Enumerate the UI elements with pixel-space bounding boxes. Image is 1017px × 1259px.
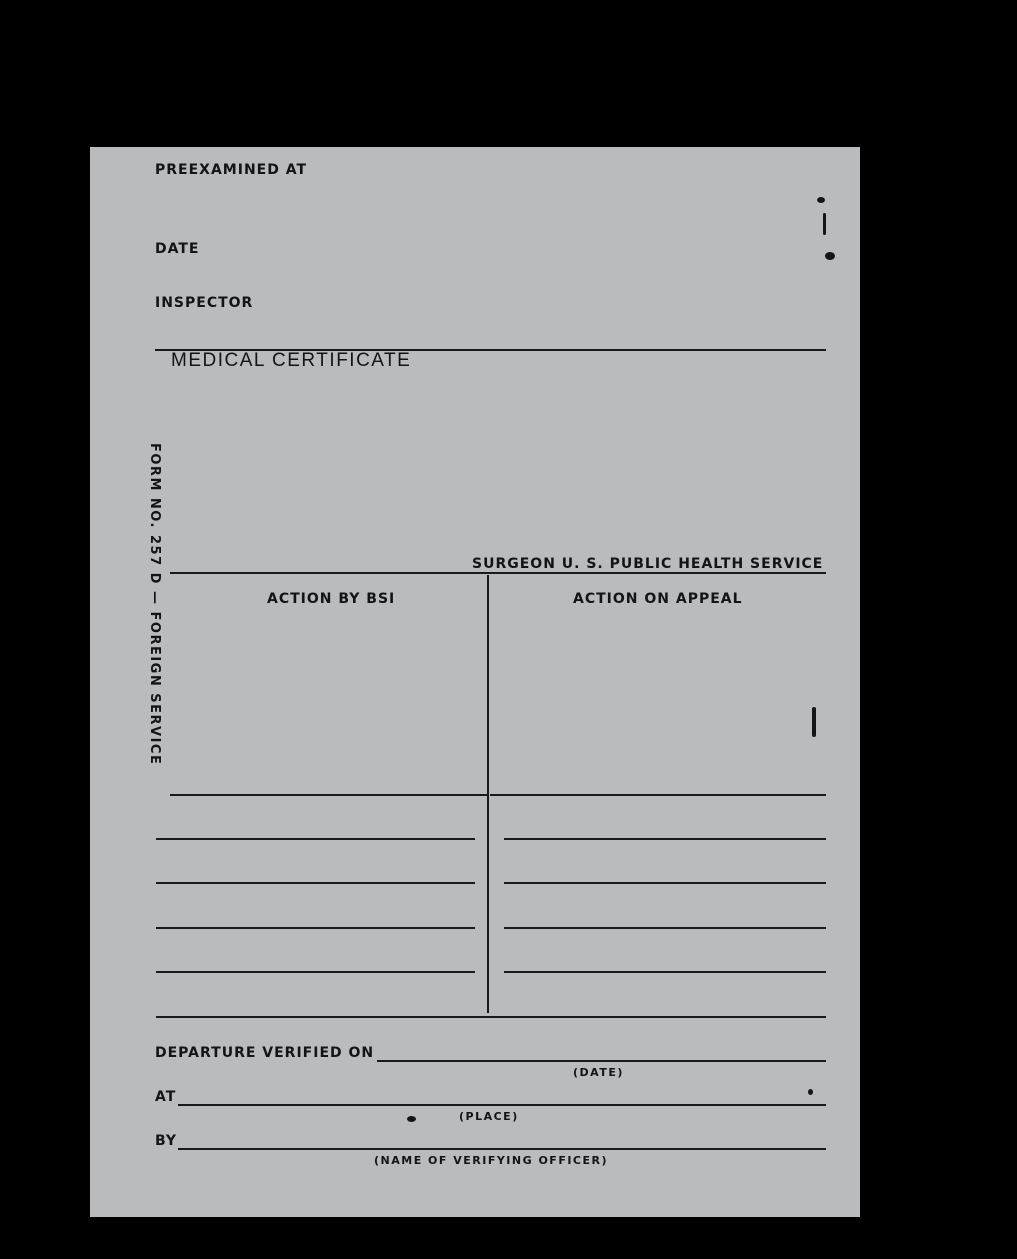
appeal-line bbox=[490, 794, 826, 796]
ink-speck bbox=[823, 213, 826, 235]
inspector-label: INSPECTOR bbox=[155, 295, 254, 311]
officer-caption: (NAME OF VERIFYING OFFICER) bbox=[374, 1154, 609, 1167]
form-number-label: FORM NO. 257 D — FOREIGN SERVICE bbox=[147, 443, 162, 766]
bsi-line bbox=[156, 838, 475, 840]
at-label: AT bbox=[155, 1089, 177, 1105]
ink-speck bbox=[812, 707, 816, 737]
place-line bbox=[178, 1104, 826, 1106]
bsi-line bbox=[156, 927, 475, 929]
ink-speck bbox=[407, 1116, 416, 1122]
departure-verified-label: DEPARTURE VERIFIED ON bbox=[155, 1045, 375, 1061]
place-caption: (PLACE) bbox=[459, 1110, 519, 1123]
date-caption: (DATE) bbox=[573, 1066, 624, 1079]
surgeon-signature-label: SURGEON U. S. PUBLIC HEALTH SERVICE bbox=[472, 556, 824, 572]
appeal-line bbox=[504, 838, 826, 840]
ink-speck bbox=[825, 252, 835, 260]
departure-date-line bbox=[377, 1060, 826, 1062]
appeal-line bbox=[504, 927, 826, 929]
appeal-line bbox=[504, 971, 826, 973]
appeal-line bbox=[504, 882, 826, 884]
action-on-appeal-heading: ACTION ON APPEAL bbox=[573, 591, 743, 607]
surgeon-signature-line bbox=[170, 572, 826, 574]
date-label: DATE bbox=[155, 241, 200, 257]
medical-certificate-card bbox=[90, 147, 860, 1217]
page-title: MEDICAL CERTIFICATE bbox=[171, 350, 412, 371]
bsi-line bbox=[170, 794, 488, 796]
officer-line bbox=[178, 1148, 826, 1150]
actions-bottom-divider bbox=[156, 1016, 826, 1018]
bsi-line bbox=[156, 971, 475, 973]
ink-speck bbox=[817, 197, 825, 203]
ink-speck bbox=[808, 1089, 813, 1095]
bsi-line bbox=[156, 882, 475, 884]
by-label: BY bbox=[155, 1133, 178, 1149]
action-by-bsi-heading: ACTION BY BSI bbox=[267, 591, 396, 607]
preexamined-at-label: PREEXAMINED AT bbox=[155, 162, 308, 178]
